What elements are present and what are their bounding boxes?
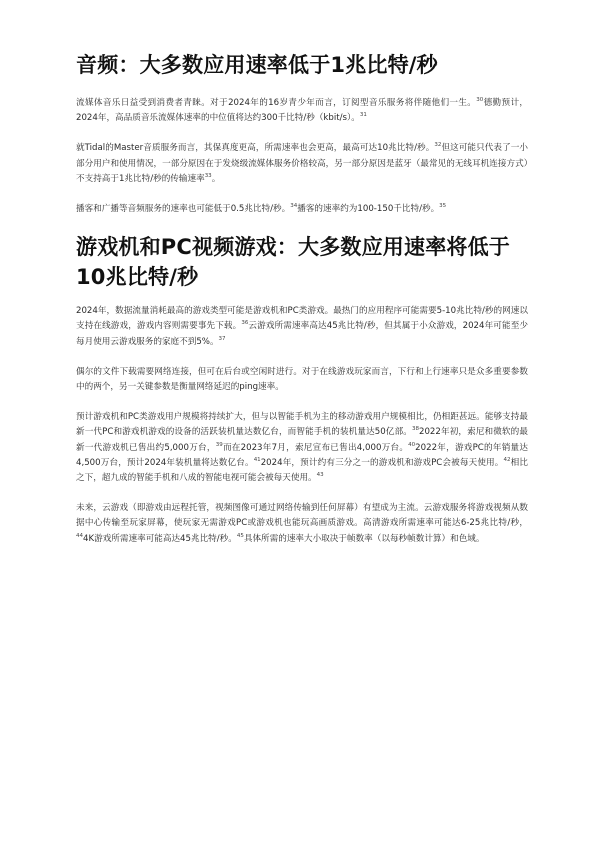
text-run: 就Tidal的Master音质服务而言，其保真度更高，所需速率也会更高，最高可达10兆比特/秒。 xyxy=(76,143,435,154)
text-run: 播客和广播等音频服务的速率也可能低于0.5兆比特/秒。 xyxy=(76,204,291,215)
text-run: 德勤预计，2024年，高品质音乐流媒体速率的中位值将达约300千比特/秒（kbit/s）。 xyxy=(76,98,528,124)
text-run: 云游戏所需速率高达45兆比特/秒，但其属于小众游戏，2024年可能至少每月使用云游戏服务的家庭不到5%。 xyxy=(76,321,528,347)
footnote-ref: 38 xyxy=(412,426,419,433)
footnote-ref: 32 xyxy=(434,142,442,149)
paragraph xyxy=(76,501,528,547)
footnote-ref: 37 xyxy=(218,335,226,342)
paragraph xyxy=(76,304,528,350)
footnote-ref: 41 xyxy=(253,456,261,463)
text-run: 预计游戏机和PC类游戏用户规模将持续扩大，但与以智能手机为主的移动游戏用户规模相比，仍相距甚远。能够支持最新一代PC和游戏机游戏的设备的活跃装机量达数亿台，而智能手机的装机量达50亿部。 xyxy=(76,412,528,438)
text-run: 2022年初，索尼和微软的最新一代游戏机已售出约5,000万台， xyxy=(76,427,528,453)
text-run: 但这可能只代表了一小部分用户和使用情况，一部分原因在于发烧级流媒体服务价格较高，另一部分原因是蓝牙（最常见的无线耳机连接方式）不支持高于1兆比特/秒的传输速率 xyxy=(76,143,528,184)
footnote-ref: 36 xyxy=(241,320,249,327)
footnote-ref: 40 xyxy=(408,441,416,448)
footnote-ref: 34 xyxy=(290,203,298,210)
text-run: 未来，云游戏（即游戏由远程托管，视频图像可通过网络传输到任何屏幕）有望成为主流。云游戏服务将游戏视频从数据中心传输至玩家屏幕，使玩家无需游戏PC或游戏机也能玩高画质游戏。高清游戏所需速率可能达6-25兆比特/秒， xyxy=(76,503,528,529)
footnote-ref: 39 xyxy=(215,441,223,448)
section-heading-gaming: 游戏机和PC视频游戏：大多数应用速率将低于10兆比特/秒 xyxy=(76,235,511,290)
text-run: 播客的速率约为100-150千比特/秒。 xyxy=(297,204,440,215)
text-run: 2024年，预计约有三分之一的游戏机和游戏PC会被每天使用。 xyxy=(260,457,504,468)
footnote-ref: 45 xyxy=(236,532,244,539)
paragraph xyxy=(76,410,528,486)
text-run: 具体所需的速率大小取决于帧数率（以每秒帧数计算）和色域。 xyxy=(243,533,485,544)
paragraph xyxy=(76,96,528,126)
footnote-ref: 43 xyxy=(316,472,324,479)
text-run: 。 xyxy=(211,173,221,184)
text-run: 流媒体音乐日益受到消费者青睐。对于2024年的16岁青少年而言，订阅型音乐服务将伴随他们一生。 xyxy=(76,98,477,108)
footnote-ref: 30 xyxy=(476,97,484,103)
text-run: 而在2023年7月，索尼宣布已售出4,000万台。 xyxy=(222,442,409,453)
text-run: 偶尔的文件下载需要网络连接，但可在后台或空闲时进行。对于在线游戏玩家而言，下行和上行速率只是众多重要参数中的两个，另一关键参数是衡量网络延迟的ping速率。 xyxy=(76,366,528,393)
footnote-ref: 33 xyxy=(204,172,212,179)
text-run: 2024年，数据流量消耗最高的游戏类型可能是游戏机和PC类游戏。最热门的应用程序可能需要5-10兆比特/秒的网速以支持在线游戏，游戏内容则需要事先下载。 xyxy=(76,306,528,332)
text-run: 4K游戏所需速率可能高达45兆比特/秒。 xyxy=(83,533,237,544)
footnote-ref: 44 xyxy=(76,532,83,539)
text-run: 2022年，游戏PC的年销量达4,500万台，预计2024年装机量将达数亿台。 xyxy=(76,442,528,468)
paragraph xyxy=(76,141,528,187)
footnote-ref: 35 xyxy=(439,203,447,210)
paragraph xyxy=(76,365,528,395)
section-heading-audio: 音频：大多数应用速率低于1兆比特/秒 xyxy=(76,53,438,77)
paragraph xyxy=(76,202,528,217)
footnote-ref: 42 xyxy=(503,456,511,463)
footnote-ref: 31 xyxy=(359,112,367,119)
content-column xyxy=(76,50,528,562)
text-run: 相比之下，超九成的智能手机和八成的智能电视可能会被每天使用。 xyxy=(76,457,528,484)
